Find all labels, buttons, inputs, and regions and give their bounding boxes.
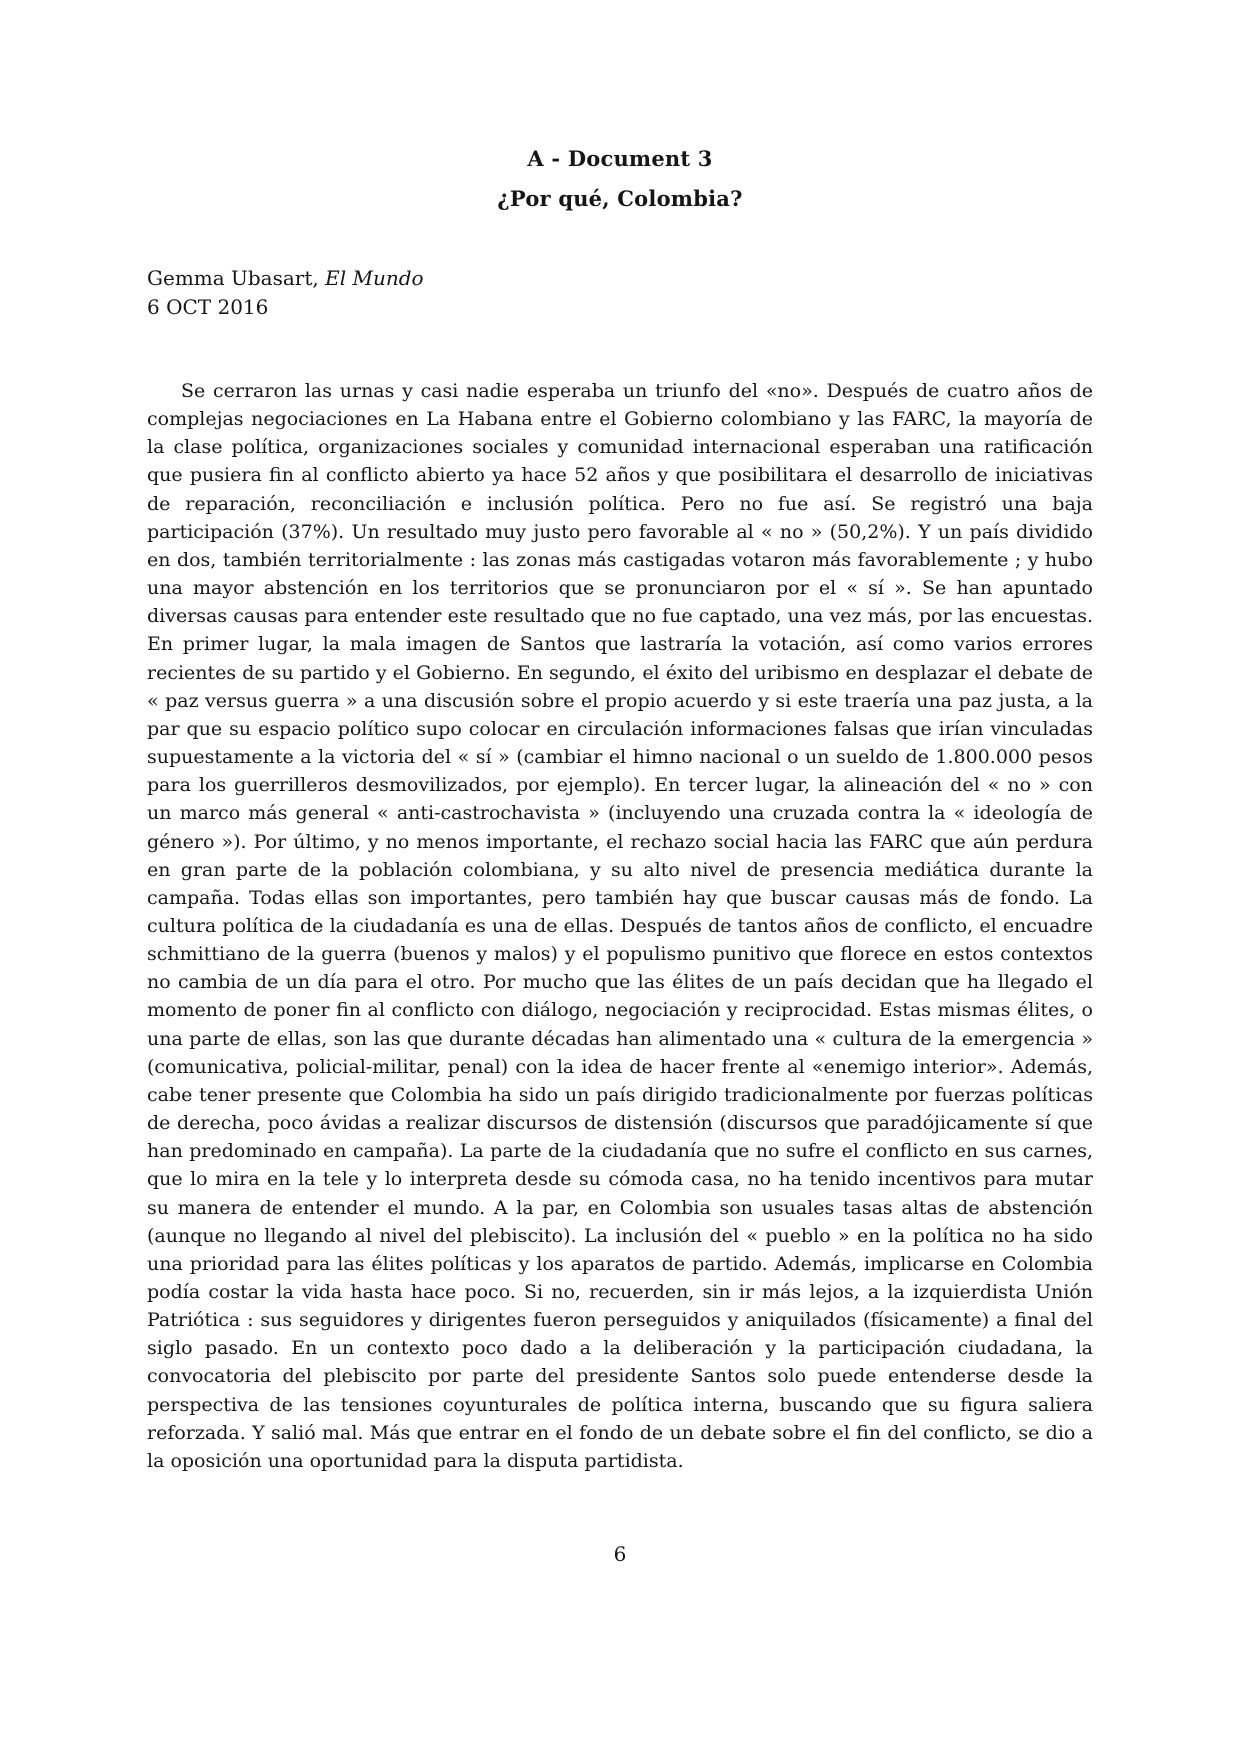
byline-author-line	[147, 264, 424, 293]
document-label: A - Document 3	[527, 146, 713, 171]
byline	[147, 264, 424, 322]
author-name: Gemma Ubasart,	[147, 266, 319, 290]
publication-name: El Mundo	[325, 266, 424, 290]
article-title: ¿Por qué, Colombia?	[497, 186, 743, 211]
article-body: Se cerraron las urnas y casi nadie esperaba un triunfo del «no». Después de cuatro años de complejas negociaciones en La Habana entre el Gobierno colombiano y las FARC, la mayoría de la clase política, organizaciones sociales y comunidad internacional esperaban una ratificación que pusiera fin al conflicto abierto ya hace 52 años y que posibilitara el desarrollo de iniciativas de reparación, reconciliación e inclusión política. Pero no fue así. Se registró una baja participación (37%). Un resultado muy justo pero favorable al « no » (50,2%). Y un país dividido en dos, también territorialmente : las zonas más castigadas votaron más favorablemente ; y hubo una mayor abstención en los territorios que se pronunciaron por el « sí ». Se han apuntado diversas causas para entender este resultado que no fue captado, una vez más, por las encuestas. En primer lugar, la mala imagen de Santos que lastraría la votación, así como varios errores recientes de su partido y el Gobierno. En segundo, el éxito del uribismo en desplazar el debate de « paz versus guerra » a una discusión sobre el propio acuerdo y si este traería una paz justa, a la par que su espacio político supo colocar en circulación informaciones falsas que irían vinculadas supuestamente a la victoria del « sí » (cambiar el himno nacional o un sueldo de 1.800.000 pesos para los guerrilleros desmovilizados, por ejemplo). En tercer lugar, la alineación del « no » con un marco más general « anti-castrochavista » (incluyendo una cruzada contra la « ideología de género »). Por último, y no menos importante, el rechazo social hacia las FARC que aún perdura en gran parte de la población colombiana, y su alto nivel de presencia mediática durante la campaña. Todas ellas son importantes, pero también hay que buscar causas más de fondo. La cultura política de la ciudadanía es una de ellas. Después de tantos años de conflicto, el encuadre schmittiano de la guerra (buenos y malos) y el populismo punitivo que florece en estos contextos no cambia de un día para el otro. Por mucho que las élites de un país decidan que ha llegado el momento de poner fin al conflicto con diálogo, negociación y reciprocidad. Estas mismas élites, o una parte de ellas, son las que durante décadas han alimentado una « cultura de la emergencia » (comunicativa, policial-militar, penal) con la idea de hacer frente al «enemigo interior». Además, cabe tener presente que Colombia ha sido un país dirigido tradicionalmente por fuerzas políticas de derecha, poco ávidas a realizar discursos de distensión (discursos que paradójicamente sí que han predominado en campaña). La parte de la ciudadanía que no sufre el conflicto en sus carnes, que lo mira en la tele y lo interpreta desde su cómoda casa, no ha tenido incentivos para mutar su manera de entender el mundo. A la par, en Colombia son usuales tasas altas de abstención (aunque no llegando al nivel del plebiscito). La inclusión del « pueblo » en la política no ha sido una prioridad para las élites políticas y los aparatos de partido. Además, implicarse en Colombia podía costar la vida hasta hace poco. Si no, recuerden, sin ir más lejos, a la izquierdista Unión Patriótica : sus seguidores y dirigentes fueron perseguidos y aniquilados (físicamente) a final del siglo pasado. En un contexto poco dado a la deliberación y la participación ciudadana, la convocatoria del plebiscito por parte del presidente Santos solo puede entenderse desde la perspectiva de las tensiones coyunturales de política interna, buscando que su figura saliera reforzada. Y salió mal. Más que entrar en el fondo de un debate sobre el fin del conflicto, se dio a la oposición una oportunidad para la disputa partidista.	[147, 380, 1093, 1472]
page-number: 6	[613, 1542, 627, 1566]
publication-date: 6 OCT 2016	[147, 295, 269, 319]
